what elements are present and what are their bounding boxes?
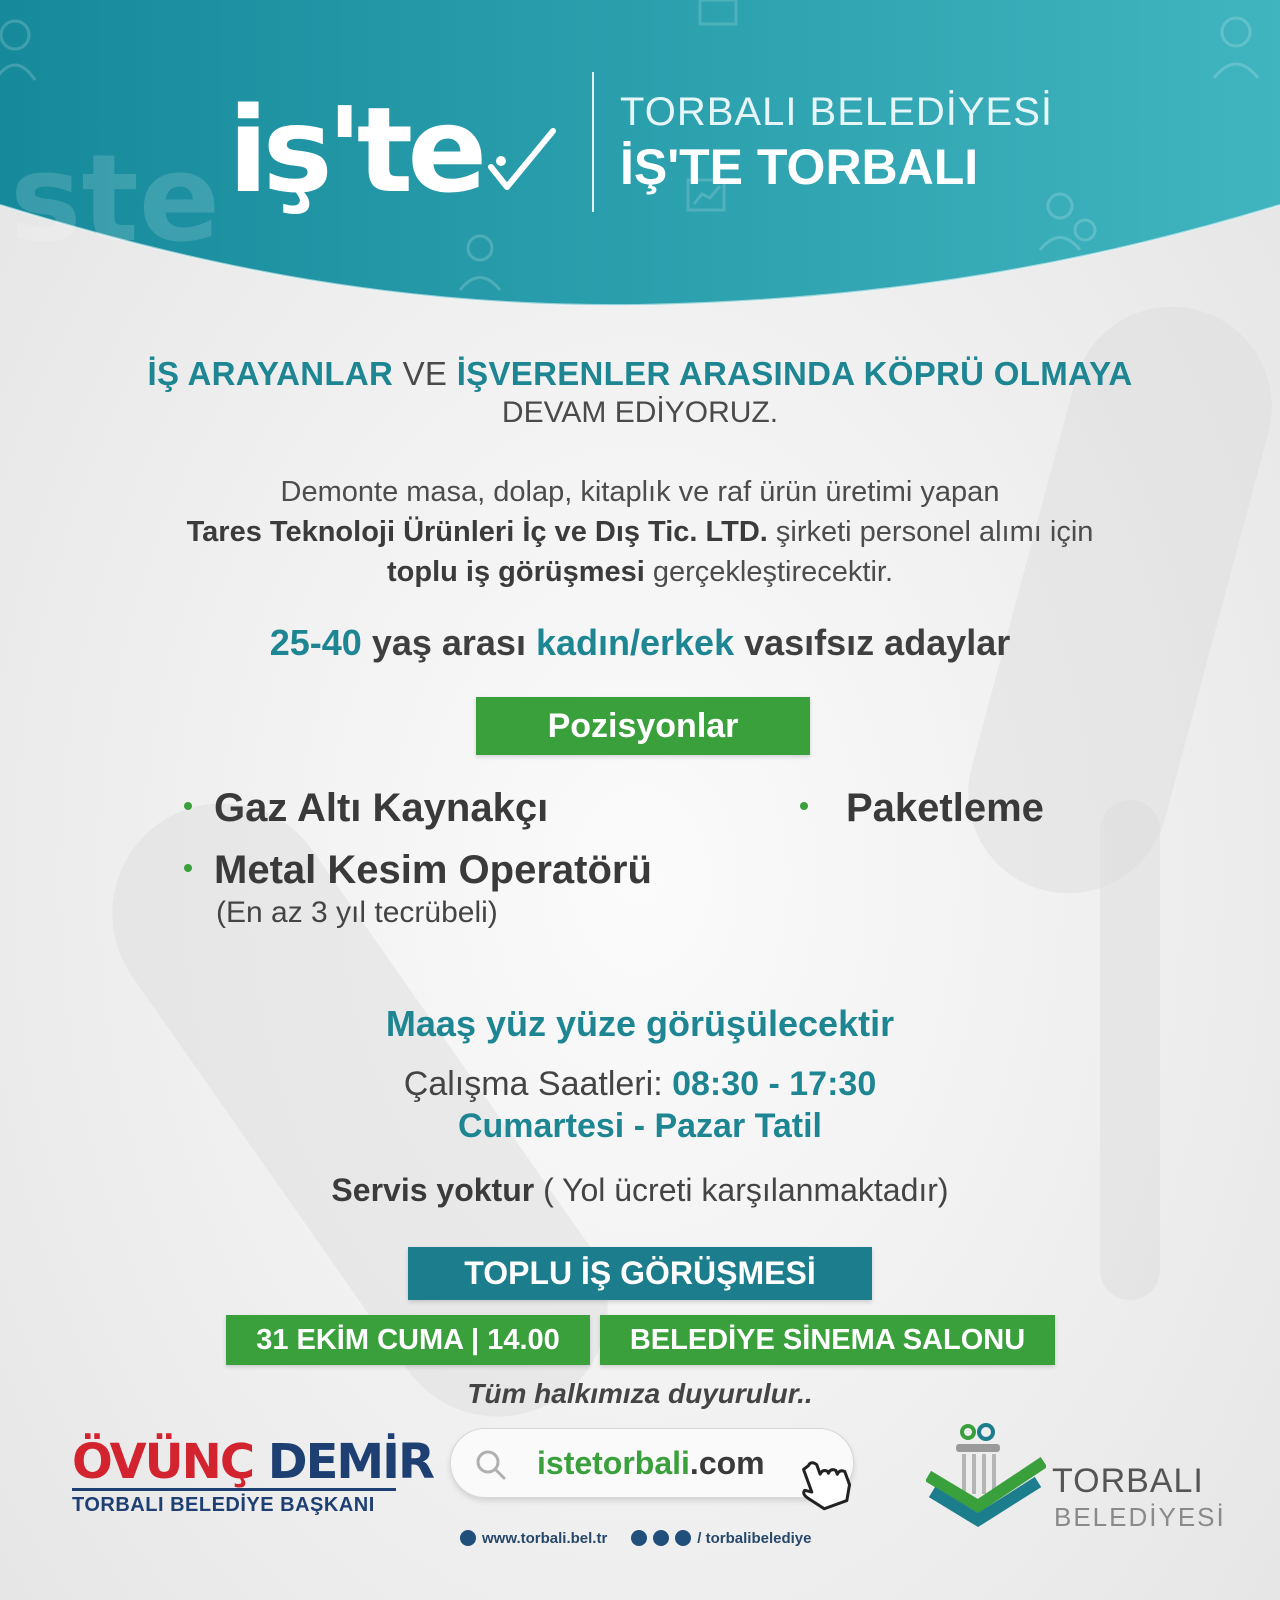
service-info — [0, 1172, 1280, 1209]
website-tld: .com — [689, 1445, 765, 1481]
header-watermark-text: ste — [10, 130, 221, 269]
service-bold: Servis yoktur — [331, 1172, 535, 1208]
tagline-line2: DEVAM EDİYORUZ. — [501, 396, 779, 429]
globe-icon — [460, 1530, 476, 1546]
search-icon — [475, 1449, 507, 1481]
mayor-first-name: ÖVÜNÇ — [72, 1434, 254, 1490]
position-item — [184, 786, 548, 831]
logo-divider — [592, 72, 594, 212]
description-line2 — [0, 512, 1280, 552]
municipality-subtitle: BELEDİYESİ — [1054, 1502, 1226, 1532]
description-text: gerçekleştirecektir. — [644, 556, 894, 588]
bullet-icon — [800, 802, 808, 810]
tagline-highlight: İŞ ARAYANLAR — [147, 355, 394, 392]
iste-logo — [228, 80, 557, 220]
working-hours-label: Çalışma Saatleri: — [403, 1065, 673, 1103]
requirements — [0, 622, 1280, 664]
description-bold: toplu iş görüşmesi — [386, 556, 645, 588]
org-name: TORBALI BELEDİYESİ — [620, 90, 1053, 134]
age-range: 25-40 — [269, 622, 362, 663]
website-name: istetorbali — [537, 1445, 690, 1481]
description-line1: Demonte masa, dolap, kitaplık ve raf ürün üretimi yapan — [280, 476, 1000, 508]
mayor-last-name: DEMİR — [267, 1434, 433, 1490]
website-search-bar[interactable] — [450, 1428, 854, 1498]
mayor-name — [72, 1434, 433, 1490]
mayor-signature — [72, 1434, 433, 1517]
social-handle: / torbalibelediye — [697, 1529, 812, 1547]
torbali-municipality-logo-icon — [926, 1422, 1046, 1532]
working-hours — [0, 1065, 1280, 1104]
mayor-title: TORBALI BELEDİYE BAŞKANI — [72, 1494, 375, 1516]
x-twitter-icon[interactable] — [653, 1530, 669, 1546]
checkmark-icon — [485, 125, 557, 195]
bullet-icon — [184, 864, 192, 872]
salary-note: Maaş yüz yüze görüşülecektir — [385, 1003, 895, 1044]
requirements-text: vasıfsız adaylar — [734, 622, 1011, 663]
facebook-icon[interactable] — [631, 1530, 647, 1546]
tagline-line1 — [0, 355, 1280, 393]
pointer-hand-icon — [800, 1456, 856, 1512]
description-line3 — [0, 552, 1280, 592]
positions-heading: Pozisyonlar — [476, 697, 810, 755]
requirements-text: yaş arası — [361, 622, 536, 663]
off-days: Cumartesi - Pazar Tatil — [457, 1107, 823, 1145]
program-name: İŞ'TE TORBALI — [620, 139, 979, 195]
tagline-highlight: İŞVERENLER ARASINDA KÖPRÜ OLMAYA — [456, 355, 1133, 392]
position-item — [800, 786, 1044, 831]
description-text: şirketi personel alımı için — [767, 516, 1094, 548]
website-link[interactable]: www.torbali.bel.tr — [482, 1529, 608, 1547]
municipality-name: TORBALI — [1052, 1462, 1204, 1500]
gender: kadın/erkek — [535, 622, 735, 663]
service-note: ( Yol ücreti karşılanmaktadır) — [534, 1172, 949, 1208]
iste-logo-text: iş'te — [228, 81, 482, 219]
event-location-badge: BELEDİYE SİNEMA SALONU — [600, 1315, 1055, 1365]
website-url[interactable] — [537, 1445, 765, 1482]
announcement: Tüm halkımıza duyurulur.. — [467, 1378, 813, 1409]
event-title-badge: TOPLU İŞ GÖRÜŞMESİ — [408, 1247, 872, 1300]
working-hours-value: 08:30 - 17:30 — [672, 1065, 877, 1103]
bullet-icon — [184, 802, 192, 810]
description — [0, 472, 1280, 592]
position-label: Gaz Altı Kaynakçı — [214, 786, 549, 830]
event-date-badge: 31 EKİM CUMA | 14.00 — [226, 1315, 590, 1365]
position-label: Metal Kesim Operatörü — [214, 848, 652, 892]
tagline-conjunction: VE — [393, 355, 457, 392]
social-links — [460, 1526, 812, 1550]
position-item — [184, 848, 652, 893]
position-note: (En az 3 yıl tecrübeli) — [216, 896, 498, 929]
instagram-icon[interactable] — [675, 1530, 691, 1546]
company-name: Tares Teknoloji Ürünleri İç ve Dış Tic. LTD. — [186, 516, 768, 548]
position-label: Paketleme — [846, 786, 1044, 830]
